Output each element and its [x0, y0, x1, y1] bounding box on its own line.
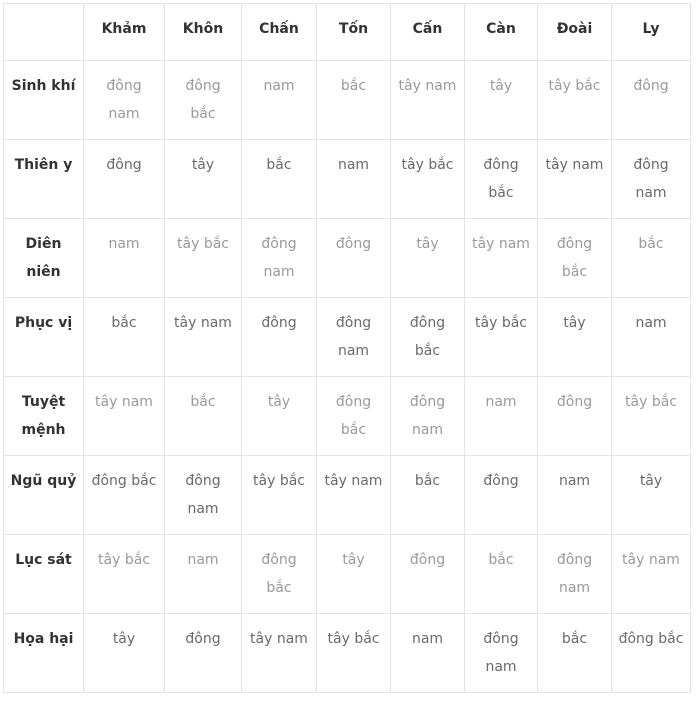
table-row: [4, 219, 691, 298]
direction-cell: đông: [84, 140, 165, 219]
direction-cell: tây bắc: [391, 140, 465, 219]
direction-cell: nam: [165, 535, 242, 614]
direction-cell: đông: [538, 377, 612, 456]
direction-cell: tây bắc: [317, 614, 391, 693]
direction-cell: tây: [242, 377, 317, 456]
direction-cell: tây nam: [391, 61, 465, 140]
direction-cell: tây nam: [465, 219, 538, 298]
direction-cell: nam: [538, 456, 612, 535]
column-header-ly: Ly: [612, 4, 691, 61]
direction-cell: bắc: [465, 535, 538, 614]
direction-cell: tây: [84, 614, 165, 693]
direction-cell: đông nam: [465, 614, 538, 693]
direction-cell: tây: [391, 219, 465, 298]
direction-cell: đông: [465, 456, 538, 535]
direction-cell: bắc: [317, 61, 391, 140]
direction-cell: tây nam: [165, 298, 242, 377]
row-label: Ngũ quỷ: [4, 456, 84, 535]
direction-cell: đông: [242, 298, 317, 377]
direction-cell: nam: [242, 61, 317, 140]
direction-table: [3, 3, 691, 693]
row-label: Sinh khí: [4, 61, 84, 140]
direction-cell: đông nam: [84, 61, 165, 140]
direction-cell: bắc: [612, 219, 691, 298]
direction-cell: nam: [465, 377, 538, 456]
direction-cell: tây: [538, 298, 612, 377]
direction-cell: đông nam: [391, 377, 465, 456]
direction-cell: đông bắc: [391, 298, 465, 377]
direction-cell: đông bắc: [538, 219, 612, 298]
column-header-khon: Khôn: [165, 4, 242, 61]
row-label: Tuyệt mệnh: [4, 377, 84, 456]
table-row: [4, 140, 691, 219]
column-header-doai: Đoài: [538, 4, 612, 61]
direction-cell: đông nam: [538, 535, 612, 614]
direction-cell: tây: [317, 535, 391, 614]
direction-cell: nam: [317, 140, 391, 219]
row-label: Lục sát: [4, 535, 84, 614]
header-row: [4, 4, 691, 61]
direction-cell: tây: [612, 456, 691, 535]
direction-cell: tây: [165, 140, 242, 219]
column-header-chan: Chấn: [242, 4, 317, 61]
direction-cell: tây nam: [538, 140, 612, 219]
direction-cell: tây bắc: [612, 377, 691, 456]
column-header-can-2: Càn: [465, 4, 538, 61]
direction-cell: đông nam: [612, 140, 691, 219]
direction-cell: đông: [391, 535, 465, 614]
direction-cell: đông bắc: [317, 377, 391, 456]
direction-cell: bắc: [165, 377, 242, 456]
table-row: [4, 298, 691, 377]
direction-cell: đông bắc: [84, 456, 165, 535]
direction-cell: tây bắc: [165, 219, 242, 298]
direction-cell: nam: [612, 298, 691, 377]
direction-cell: tây nam: [242, 614, 317, 693]
table-row: [4, 535, 691, 614]
column-header-ton: Tốn: [317, 4, 391, 61]
corner-cell: [4, 4, 84, 61]
direction-cell: tây bắc: [242, 456, 317, 535]
column-header-can: Cấn: [391, 4, 465, 61]
direction-cell: tây nam: [84, 377, 165, 456]
table-row: [4, 61, 691, 140]
direction-cell: tây nam: [317, 456, 391, 535]
direction-cell: tây bắc: [538, 61, 612, 140]
row-label: Phục vị: [4, 298, 84, 377]
table-row: [4, 456, 691, 535]
direction-cell: nam: [391, 614, 465, 693]
row-label: Diên niên: [4, 219, 84, 298]
direction-cell: tây bắc: [465, 298, 538, 377]
direction-cell: đông nam: [242, 219, 317, 298]
direction-cell: đông: [612, 61, 691, 140]
table-container: [3, 3, 691, 693]
direction-cell: đông bắc: [465, 140, 538, 219]
direction-cell: tây: [465, 61, 538, 140]
direction-cell: tây bắc: [84, 535, 165, 614]
direction-cell: đông bắc: [165, 61, 242, 140]
table-row: [4, 377, 691, 456]
row-label: Thiên y: [4, 140, 84, 219]
direction-cell: bắc: [84, 298, 165, 377]
column-header-kham: Khảm: [84, 4, 165, 61]
direction-cell: đông: [317, 219, 391, 298]
direction-cell: bắc: [538, 614, 612, 693]
direction-cell: nam: [84, 219, 165, 298]
direction-cell: đông: [165, 614, 242, 693]
direction-cell: đông bắc: [242, 535, 317, 614]
direction-cell: đông bắc: [612, 614, 691, 693]
table-row: [4, 614, 691, 693]
direction-cell: bắc: [242, 140, 317, 219]
direction-cell: đông nam: [317, 298, 391, 377]
direction-cell: đông nam: [165, 456, 242, 535]
direction-cell: bắc: [391, 456, 465, 535]
row-label: Họa hại: [4, 614, 84, 693]
direction-cell: tây nam: [612, 535, 691, 614]
